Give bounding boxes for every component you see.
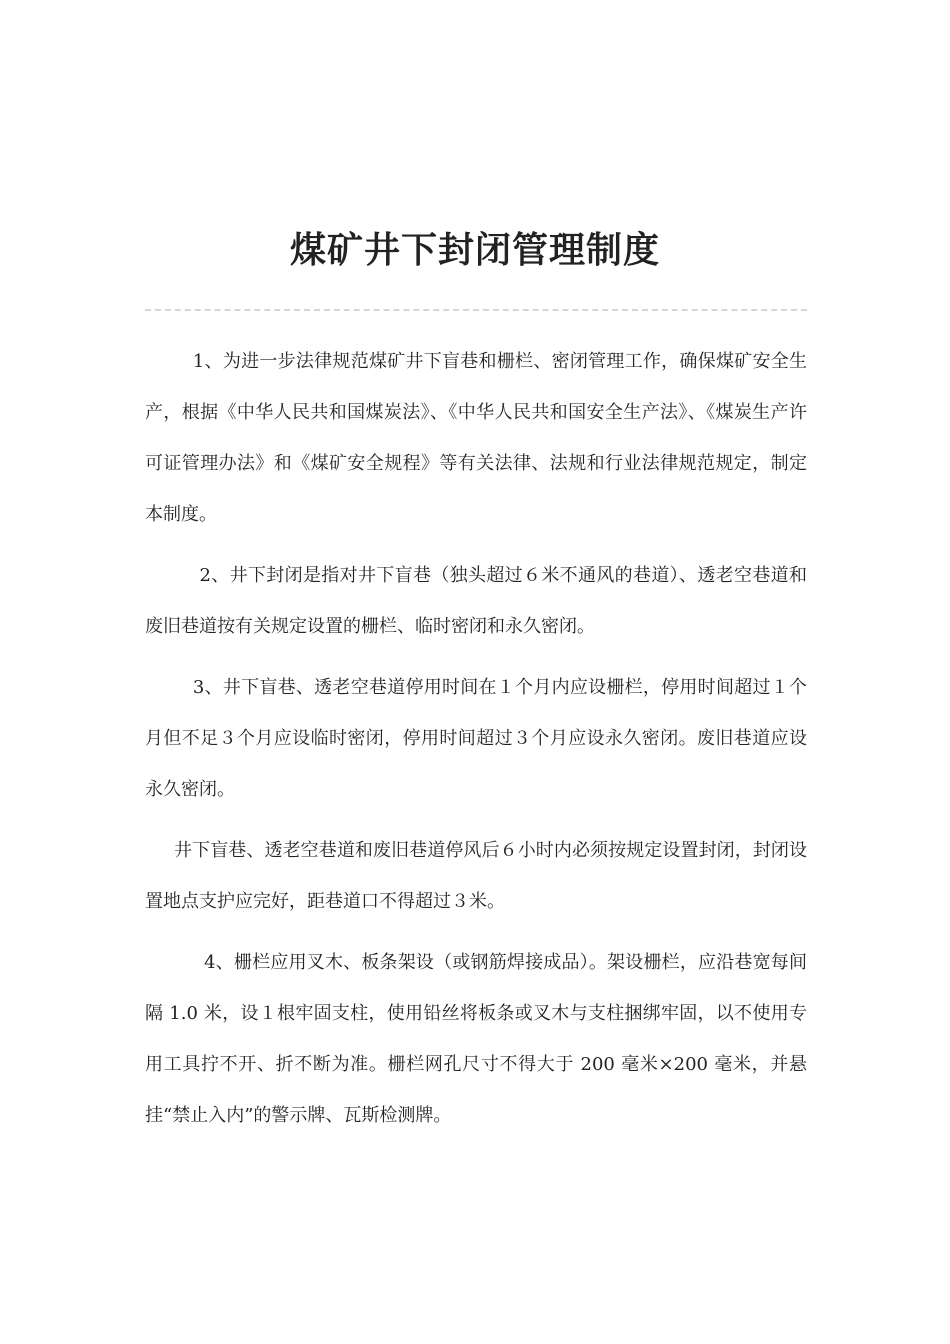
paragraph-3-continued: 井下盲巷、透老空巷道和废旧巷道停风后６小时内必须按规定设置封闭，封闭设置地点支护应完好，距巷道口不得超过３米。 (145, 840, 807, 912)
paragraph-2: 2、井下封闭是指对井下盲巷（独头超过６米不通风的巷道）、透老空巷道和废旧巷道按有关规定设置的栅栏、临时密闭和永久密闭。 (145, 565, 808, 637)
paragraph-4: 4、栅栏应用叉木、板条架设（或钢筋焊接成品）。架设栅栏，应沿巷宽每间隔 1.0 米，设１根牢固支柱，使用铅丝将板条或叉木与支柱捆绑牢固，以不使用专用工具拧不开、折不断为准。栅栏网孔尺寸不得大于 200 毫米×200 毫米，并悬挂“禁止入内”的警示牌、瓦斯检测牌。 (145, 952, 807, 1126)
document-body (145, 336, 807, 1151)
title-divider (145, 309, 807, 311)
document-title: 煤矿井下封闭管理制度 (289, 229, 660, 271)
paragraph-1: 1、为进一步法律规范煤矿井下盲巷和栅栏、密闭管理工作，确保煤矿安全生产，根据《中华人民共和国煤炭法》、《中华人民共和国安全生产法》、《煤炭生产许可证管理办法》和《煤矿安全规程》等有关法律、法规和行业法律规范规定，制定本制度。 (145, 351, 807, 525)
paragraph-3: 3、井下盲巷、透老空巷道停用时间在１个月内应设栅栏，停用时间超过１个月但不足３个月应设临时密闭，停用时间超过３个月应设永久密闭。废旧巷道应设永久密闭。 (145, 677, 807, 800)
